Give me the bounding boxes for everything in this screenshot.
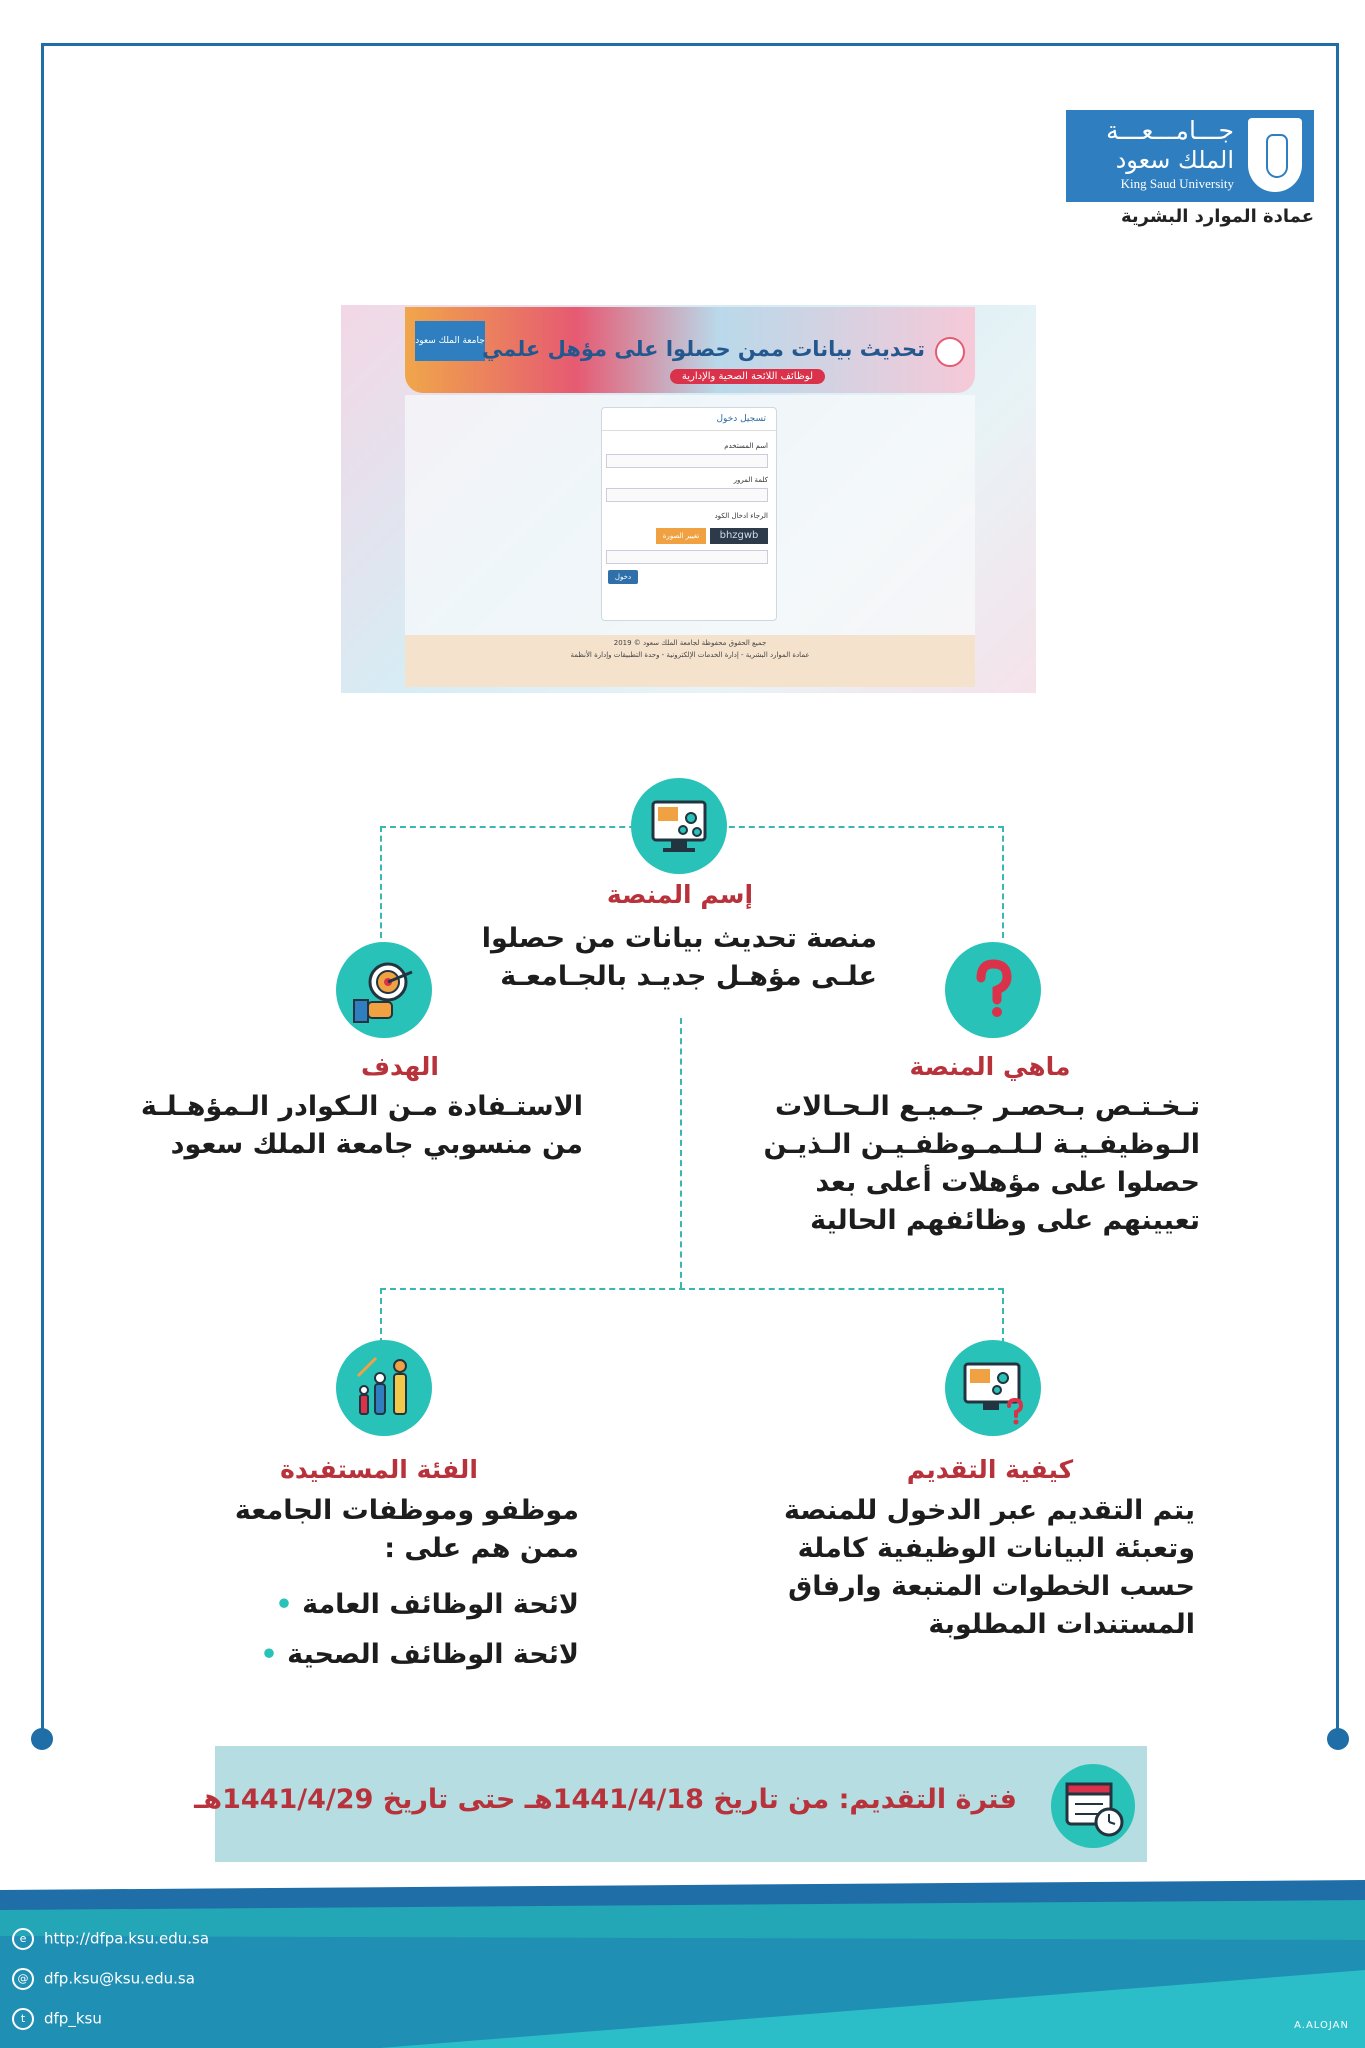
login-box xyxy=(601,407,777,621)
application-period-banner xyxy=(194,1746,1147,1862)
login-button[interactable]: دخول xyxy=(608,570,638,584)
frame-left-line xyxy=(41,43,44,1738)
deanship-title: عمادة الموارد البشرية xyxy=(1120,206,1314,227)
what-is-line: تعيينهم على وظائفهم الحالية xyxy=(810,1205,1200,1236)
footer-wave xyxy=(0,1880,1365,2048)
login-title: تسجيل دخول xyxy=(602,408,776,431)
what-is-heading: ماهي المنصة xyxy=(909,1052,1071,1081)
screenshot-banner xyxy=(405,307,975,393)
beneficiaries-text xyxy=(235,1492,579,1568)
frame-dot-left xyxy=(31,1728,53,1750)
family-growth-icon xyxy=(336,1340,432,1436)
how-to-apply-line: المستندات المطلوبة xyxy=(928,1609,1195,1640)
how-to-apply-line: وتعبئة البيانات الوظيفية كاملة xyxy=(797,1533,1195,1564)
frame-dot-right xyxy=(1327,1728,1349,1750)
bullet-item: لائحة الوظائف الصحية • xyxy=(260,1639,579,1670)
center-connector xyxy=(680,1018,682,1288)
username-label: اسم المستخدم xyxy=(724,442,768,450)
goal-heading: الهدف xyxy=(361,1052,439,1081)
application-period-text: فترة التقديم: من تاريخ 1441/4/18هـ حتى تاريخ 1441/4/29هـ xyxy=(194,1784,1017,1815)
captcha-label: الرجاء ادخال الكود xyxy=(714,512,768,520)
captcha-image: bhzgwb xyxy=(710,528,768,544)
bullet-item: لائحة الوظائف العامة • xyxy=(275,1589,579,1620)
twitter-contact[interactable]: t dfp_ksu xyxy=(12,2008,102,2030)
at-icon: @ xyxy=(12,1968,34,1990)
how-to-apply-line: يتم التقديم عبر الدخول للمنصة xyxy=(783,1495,1195,1526)
how-to-apply-line: حسب الخطوات المتبعة وارفاق xyxy=(788,1571,1195,1602)
screenshot-mini-logo: جامعة الملك سعود xyxy=(415,321,485,361)
bottom-connector xyxy=(380,1288,1004,1374)
email-contact[interactable]: @ dfp.ksu@ksu.edu.sa xyxy=(12,1968,195,1990)
what-is-text xyxy=(764,1088,1200,1240)
globe-icon: e xyxy=(12,1928,34,1950)
platform-name-line: منصة تحديث بيانات من حصلوا xyxy=(481,923,877,954)
password-input[interactable] xyxy=(606,488,768,502)
what-is-line: تـخـتـص بـحصـر جـميـع الـحـالات xyxy=(775,1091,1200,1122)
how-to-apply-heading: كيفية التقديم xyxy=(906,1455,1074,1484)
footer-line2: عمادة الموارد البشرية - إدارة الخدمات الإلكترونية - وحدة التطبيقات وإدارة الأنظمة xyxy=(570,651,810,659)
username-input[interactable] xyxy=(606,454,768,468)
frame-top-line xyxy=(41,43,1339,46)
target-icon xyxy=(336,942,432,1038)
monitor-question-icon xyxy=(945,1340,1041,1436)
goal-line: من منسوبي جامعة الملك سعود xyxy=(170,1129,583,1160)
logo-english: King Saud University xyxy=(1120,176,1234,191)
logo-arabic-line2: الملك سعود xyxy=(1115,146,1234,174)
ksu-shield-icon xyxy=(1248,118,1302,192)
platform-name-line: علـى مؤهـل جديـد بالجـامعـة xyxy=(500,961,877,992)
screenshot-banner-subtitle: لوظائف اللائحة الصحية والإدارية xyxy=(670,369,825,384)
platform-name-heading: إسم المنصة xyxy=(606,880,754,909)
what-is-line: حصلوا على مؤهلات أعلى بعد xyxy=(815,1167,1200,1198)
website-contact[interactable]: e http://dfpa.ksu.edu.sa xyxy=(12,1928,209,1950)
beneficiaries-line: ممن هم على : xyxy=(384,1533,579,1564)
ksu-logo xyxy=(1066,110,1314,202)
document-icon xyxy=(935,337,965,367)
screenshot-banner-title: تحديث بيانات ممن حصلوا على مؤهل علمي xyxy=(482,337,925,361)
goal-text xyxy=(141,1088,583,1164)
what-is-line: الـوظيفـيـة لـلـمـوظفـيـن الـذيـن xyxy=(763,1129,1200,1160)
beneficiaries-bullets xyxy=(260,1580,579,1680)
designer-signature: A.ALOJAN xyxy=(1294,2020,1349,2031)
question-icon xyxy=(945,942,1041,1038)
beneficiaries-heading: الفئة المستفيدة xyxy=(280,1455,478,1484)
footer-line1: جميع الحقوق محفوظة لجامعة الملك سعود © 2019 xyxy=(613,639,767,647)
platform-screenshot xyxy=(341,305,1036,693)
calendar-clock-icon xyxy=(1051,1764,1135,1848)
beneficiaries-line: موظفو وموظفات الجامعة xyxy=(234,1495,579,1526)
frame-right-line xyxy=(1336,43,1339,1738)
twitter-icon: t xyxy=(12,2008,34,2030)
monitor-network-icon xyxy=(631,778,727,874)
platform-name-text xyxy=(482,920,877,996)
logo-arabic-line1: جـــامـــعـــة xyxy=(1106,116,1234,145)
password-label: كلمة المرور xyxy=(733,476,768,484)
how-to-apply-text xyxy=(784,1492,1195,1644)
captcha-input[interactable] xyxy=(606,550,768,564)
goal-line: الاستـفادة مـن الـكوادر الـمؤهـلـة xyxy=(140,1091,583,1122)
change-captcha-button[interactable]: تغيير الصورة xyxy=(656,528,706,544)
screenshot-footer xyxy=(405,635,975,687)
